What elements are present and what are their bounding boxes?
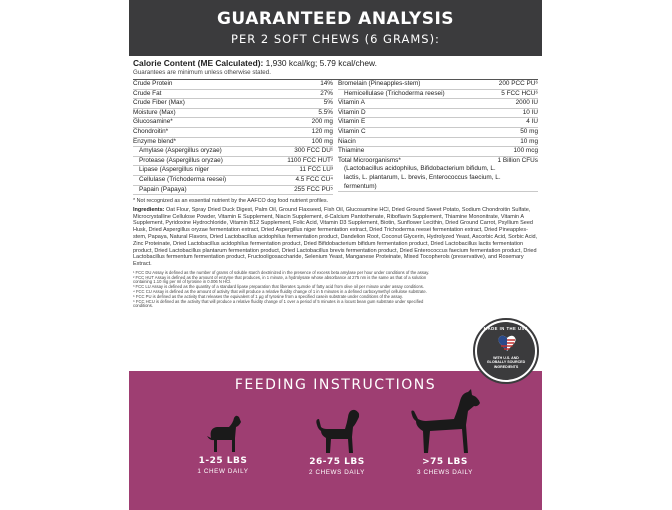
analysis-row (133, 157, 333, 167)
nutrient-value: 200 mg (311, 118, 333, 126)
analysis-row (338, 90, 538, 100)
nutrient-name: Niacin (338, 137, 356, 145)
nutrient-name: Moisture (Max) (133, 108, 176, 116)
analysis-row (338, 128, 538, 138)
nutrient-name: lactis, L. plantarum, L. brevis, Enterococcus faecium, L. (344, 173, 501, 181)
large-dog-icon (408, 389, 482, 457)
analysis-row (133, 166, 333, 176)
ingredients-text: Oat Flour, Spray Dried Duck Digest, Palm Oil, Ground Flaxseed, Fish Oil, Glucosamine HCl, Dried Ground Sweet Potato, Sodium Chondroitin Sulfate, Microcrystalline Cellulose Powder, Vitamin E Supplement, Niacin Supplement, d-Calcium Pantothenate, Riboflavin Supplement, Thiamine Mononitrate, Vitamin A Supplement, Pyridoxine Hydrochloride, Vitamin B12 Supplement, Folic Acid, Vitamin D3 Supplement, Biotin, Sunflower Lecithin, Dried Ground Carrot, Psyllium Seed Husk, Dried Aspergillus oryzae fermentation extract, Dried Aspergillus niger fermentation extract, Dried Trichoderma reesei fermentation extract, Dried Pineapples-stem, Papaya, Natural Flavors, Dried Lactobacillus acidophilus fermentation product, Dandelion Root, Coconut Glycerin, Hydrolyzed Yeast, Ascorbic Acid, Sorbic Acid, Zinc Proteinate, Dried Lactobacillus acidophilus fermentation product, Dried Bifidobacterium bifidum fermentation product, Dried Lactobacillus lactis fermentation product, Dried Lactobacillus plantarum fermentation product, Dried Lactobacillus brevis fermentation product, Dried Enterococcus faecium fermentation product, Dried Lactobacillus fermentum fermentation product, Fructooligosaccharide, Selenium Yeast, Manganese Proteinate, Mixed Tocopherols (preservative), and Rosemary Extract. (133, 206, 538, 268)
analysis-table (133, 79, 538, 195)
nutrient-value: 50 mg (520, 127, 538, 135)
nutrient-value: 11 FCC LU³ (299, 166, 333, 174)
analysis-row (338, 165, 538, 174)
analysis-row (133, 147, 333, 157)
made-in-usa-badge (473, 318, 539, 384)
analysis-row (338, 183, 538, 193)
nutrient-value: 100 mg (311, 137, 333, 145)
analysis-row (133, 99, 333, 109)
nutrient-value: 120 mg (311, 127, 333, 135)
guarantee-note: Guarantees are minimum unless otherwise stated. (133, 69, 271, 76)
analysis-left-column (133, 80, 333, 195)
analysis-row (133, 128, 333, 138)
analysis-row (133, 186, 333, 196)
badge-top-text: MADE IN THE USA (483, 326, 529, 331)
analysis-header (129, 0, 542, 56)
ingredients (133, 207, 538, 268)
feeding-title: FEEDING INSTRUCTIONS (234, 377, 437, 393)
nutrient-name: Thiamine (338, 147, 365, 155)
fcc-definitions (133, 271, 433, 309)
analysis-row (338, 147, 538, 157)
analysis-row (338, 118, 538, 128)
nutrient-value: 2000 IU (515, 99, 538, 107)
fcc-note: ⁴ FCC CU Assay is defined as the amount of activity that will produce a relative fluidity change of 1 in 5 minutes in a defined carboxymethyl cellulose substrate. (133, 289, 427, 295)
fcc-note: ² FCC HUT Assay is defined as the amount of enzyme that produces, in 1 minute, a hydrolysate whose absorbance at 275 nm is the same as that of a solution containing 1.10 mg per ml of tyrosine in 0.006 N HCl. (133, 274, 427, 285)
analysis-panel (129, 56, 542, 371)
calorie-label: Calorie Content (ME Calculated): (133, 58, 264, 68)
badge-inner (477, 322, 535, 380)
analysis-row (338, 109, 538, 119)
fcc-note: ⁶ FCC HCU is defined as the activity that will produce a relative fluidity change of 1 over a period of 5 minutes in a locust bean gum substrate under specified conditions. (133, 298, 424, 309)
badge-bottom-text (477, 356, 535, 369)
feeding-dose: 3 CHEWS DAILY (417, 469, 473, 476)
feeding-weight: >75 LBS (422, 457, 468, 467)
nutrient-value: 1100 FCC HUT² (287, 156, 333, 164)
small-dog-icon (203, 408, 243, 456)
feeding-item-small (193, 408, 253, 475)
badge-line: WITH U.S. AND (493, 356, 519, 360)
analysis-row (338, 80, 538, 90)
nutrient-name: Protease (Aspergillus oryzae) (139, 156, 223, 164)
nutrient-name: fermentum) (344, 182, 377, 190)
feeding-weight: 26-75 LBS (309, 457, 365, 467)
nutrient-value: 100 mcg (513, 147, 538, 155)
analysis-title: GUARANTEED ANALYSIS (216, 9, 455, 29)
aafco-footnote: * Not recognized as an essential nutrient by the AAFCO dog food nutrient profiles. (133, 198, 329, 205)
nutrient-name: Enzyme blend* (133, 137, 176, 145)
nutrient-name: Cellulase (Trichoderma reesei) (139, 175, 227, 183)
nutrient-value: 27% (320, 89, 333, 97)
fcc-note: ¹ FCC DU Assay is defined as the number of grams of soluble starch dextrinized in the presence of excess beta amylase per hour under conditions of the assay. (133, 269, 430, 275)
feeding-dose: 1 CHEW DAILY (197, 468, 249, 475)
nutrient-name: Vitamin D (338, 108, 366, 116)
nutrient-value: 255 FCC PU⁵ (294, 185, 333, 193)
feeding-item-medium (305, 405, 369, 476)
nutrient-name: Vitamin E (338, 118, 366, 126)
ingredients-label: Ingredients: (133, 206, 165, 213)
nutrient-value: 5 FCC HCU⁶ (501, 89, 538, 97)
analysis-row (338, 157, 538, 166)
analysis-row (133, 109, 333, 119)
analysis-row (133, 90, 333, 100)
nutrient-value: 5% (323, 99, 333, 107)
calorie-value: 1,930 kcal/kg; 5.79 kcal/chew. (265, 58, 377, 68)
nutrient-value: 4 IU (526, 118, 538, 126)
analysis-row (133, 80, 333, 90)
calorie-content (133, 58, 538, 68)
nutrient-name: Crude Fiber (Max) (133, 99, 185, 107)
nutrient-name: Hemicellulase (Trichoderma reesei) (344, 89, 445, 97)
nutrient-name: Glucosamine* (133, 118, 173, 126)
nutrient-name: Vitamin C (338, 127, 366, 135)
badge-line: INGREDIENTS (493, 364, 519, 369)
nutrient-name: Chondroitin* (133, 127, 169, 135)
nutrient-name: Crude Fat (133, 89, 162, 97)
nutrient-value: 10 mg (520, 137, 538, 145)
feeding-section (129, 371, 542, 510)
nutrient-name: Lipase (Aspergillus niger (139, 166, 209, 174)
feeding-dose: 2 CHEWS DAILY (309, 469, 365, 476)
nutrient-value: 10 IU (522, 108, 538, 116)
nutrient-value: 14% (320, 80, 333, 87)
analysis-row (133, 138, 333, 148)
fcc-note: ⁵ FCC PU is defined as the activity that releases the equivalent of 1 µg of tyrosine from a specified casein substrate under conditions of the assay. (133, 293, 403, 299)
analysis-row (133, 118, 333, 128)
nutrient-value: 300 FCC DU¹ (294, 147, 333, 155)
analysis-row (338, 138, 538, 148)
analysis-row (338, 99, 538, 109)
nutrient-name: Crude Protein (133, 80, 173, 87)
nutrient-name: Total Microorganisms* (338, 156, 401, 164)
nutrient-value: 4.5 FCC CU⁴ (295, 175, 333, 183)
nutrient-name: Bromelain (Pineapples-stem) (338, 80, 421, 87)
nutrient-value: 5.5% (318, 108, 333, 116)
nutrient-name: Papain (Papaya) (139, 185, 187, 193)
medium-dog-icon (313, 405, 361, 457)
nutrient-name: Vitamin A (338, 99, 365, 107)
nutrient-name: Amylase (Aspergillus oryzae) (139, 147, 222, 155)
analysis-row (338, 174, 538, 183)
analysis-right-column (338, 80, 538, 195)
feeding-item-large (405, 389, 485, 476)
analysis-row (133, 176, 333, 186)
fcc-note: ³ FCC LU Assay is defined as the quantity of a standard lipase preparation that liberates 1µmole of fatty acid from olive oil per minute under assay conditions. (133, 284, 425, 290)
nutrient-value: 1 Billion CFUs (497, 156, 538, 164)
nutrient-name: (Lactobacillus acidophilus, Bifidobacterium bifidum, L. (344, 165, 496, 173)
badge-line: GLOBALLY SOURCED (486, 360, 526, 365)
heart-flag-icon (498, 334, 516, 352)
feeding-weight: 1-25 LBS (198, 456, 248, 466)
analysis-subtitle: PER 2 SOFT CHEWS (6 GRAMS): (231, 32, 440, 46)
nutrient-value: 200 PCC PU⁶ (498, 80, 538, 87)
